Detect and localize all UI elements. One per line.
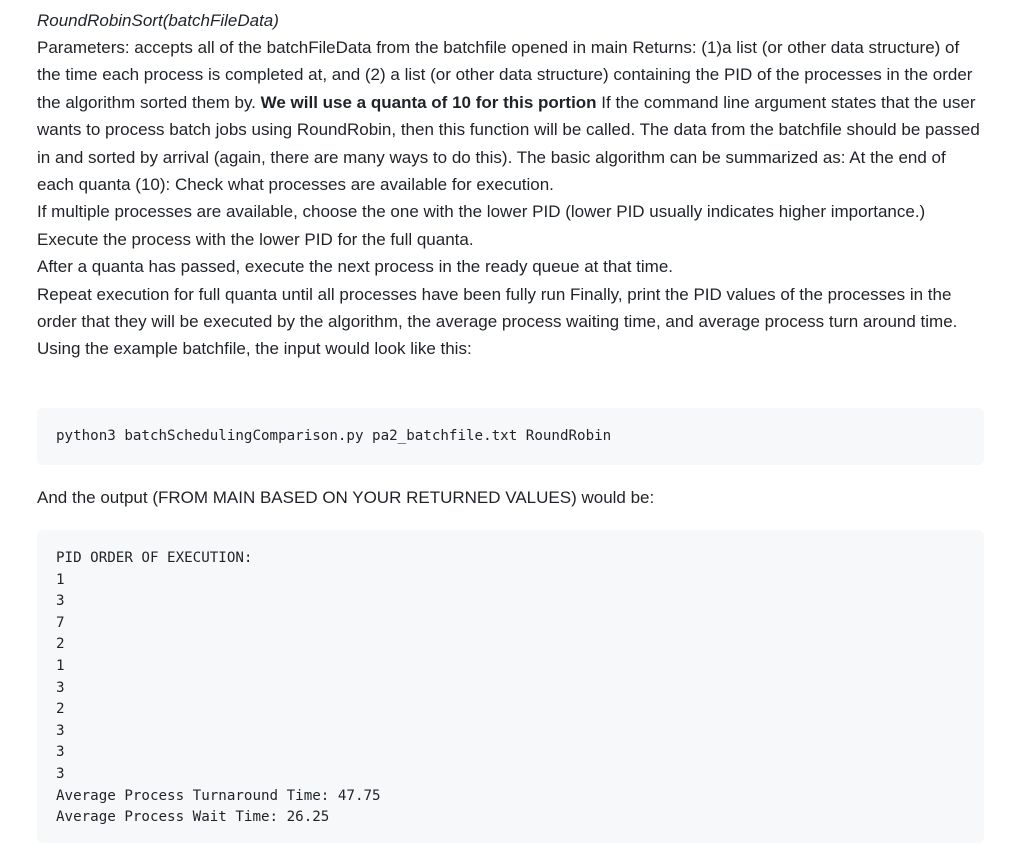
document-body [37, 7, 985, 363]
function-signature-heading: RoundRobinSort(batchFileData) [37, 11, 279, 30]
pid-line: 3 [56, 679, 65, 696]
parameters-text: Parameters: accepts all of the batchFileData from the batchfile opened in main Returns: (1)a list (or other data structure) of the time each process is completed at, and (2) a list (or other data structure) containing the PID of the processes in the order the algorithm sorted them by. [37, 38, 973, 112]
pid-line: 3 [56, 744, 65, 761]
output-code-block [37, 530, 984, 843]
output-intro-text: And the output (FROM MAIN BASED ON YOUR RETURNED VALUES) would be: [37, 488, 655, 507]
pid-line: 2 [56, 636, 65, 653]
pid-line: 3 [56, 765, 65, 782]
command-code-block [37, 408, 984, 465]
pid-line: 3 [56, 722, 65, 739]
pid-line: 7 [56, 614, 65, 631]
multiple-processes-paragraph: If multiple processes are available, choose the one with the lower PID (lower PID usually indicates higher importance.) Execute the process with the lower PID for the full quanta. [37, 202, 926, 249]
command-line: python3 batchSchedulingComparison.py pa2_batchfile.txt RoundRobin [56, 428, 612, 444]
quanta-passed-paragraph: After a quanta has passed, execute the next process in the ready queue at that time. [37, 257, 674, 277]
pid-order-header: PID ORDER OF EXECUTION: [56, 550, 253, 566]
pid-line: 2 [56, 701, 65, 718]
quanta-emphasis: We will use a quanta of 10 for this portion [260, 92, 597, 112]
pid-line: 3 [56, 593, 65, 610]
repeat-execution-paragraph: Repeat execution for full quanta until all processes have been fully run Finally, print the PID values of the processes in the order that they will be executed by the algorithm, the average process waiting time, and average process turn around time. Using the example batchfile, the input would look like this: [37, 284, 958, 359]
parameters-paragraph [37, 34, 985, 198]
pid-line: 1 [56, 571, 65, 588]
algorithm-description-text: If the command line argument states that the user wants to process batch jobs using RoundRobin, then this function will be called. The data from the batchfile should be passed in and sorted by arrival (again, there are many ways to do this). The basic algorithm can be summarized as: At the end of each quanta (10): Check what processes are available for execution. [37, 92, 980, 195]
pid-line: 1 [56, 657, 65, 674]
turnaround-time-line: Average Process Turnaround Time: 47.75 [56, 787, 381, 804]
wait-time-line: Average Process Wait Time: 26.25 [56, 809, 330, 826]
